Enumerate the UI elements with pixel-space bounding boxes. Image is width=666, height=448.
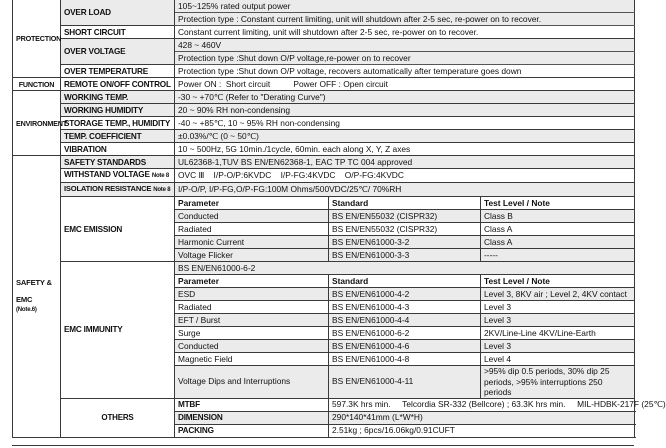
- label-safety-standards: SAFETY STANDARDS: [61, 156, 175, 169]
- immunity-level: Level 3: [481, 340, 635, 353]
- immunity-std: BS EN/EN61000-4-8: [329, 353, 481, 366]
- label-remote: REMOTE ON/OFF CONTROL: [61, 78, 175, 91]
- immunity-parameter: EFT / Burst: [175, 314, 329, 327]
- immunity-std: BS EN/EN61000-6-2: [329, 327, 481, 340]
- category-safety-line2: EMC: [16, 294, 33, 304]
- emission-header-level: Test Level / Note: [481, 197, 635, 210]
- label-dimension: DIMENSION: [175, 411, 329, 424]
- immunity-level: Level 3: [481, 314, 635, 327]
- immunity-level: >95% dip 0.5 periods, 30% dip 25 periods, >95% interruptions 250 periods: [481, 366, 635, 399]
- label-env: WORKING HUMIDITY: [61, 104, 175, 117]
- label-over-load: OVER LOAD: [61, 0, 175, 26]
- withstand-note: Note 8: [151, 173, 169, 179]
- emission-level: Class B: [481, 210, 635, 223]
- category-safety-note: (Note.6): [16, 306, 37, 313]
- value-env: ±0.03%/℃ (0 ~ 50℃): [175, 130, 635, 143]
- label-packing: PACKING: [175, 424, 329, 437]
- emission-level: Class A: [481, 223, 635, 236]
- emission-standard: BS EN/EN55032 (CISPR32): [329, 223, 481, 236]
- immunity-std: BS EN/EN61000-4-6: [329, 340, 481, 353]
- label-env: VIBRATION: [61, 143, 175, 156]
- emission-level: Class A: [481, 236, 635, 249]
- emission-parameter: Voltage Flicker: [175, 249, 329, 262]
- immunity-parameter: Surge: [175, 327, 329, 340]
- label-short-circuit: SHORT CIRCUIT: [61, 26, 175, 39]
- category-safety-emc: [13, 156, 61, 438]
- category-function: FUNCTION: [13, 78, 61, 91]
- emission-header-standard: Standard: [329, 197, 481, 210]
- value-over-load-type: Protection type : Constant current limiting, unit will shutdown after 2-5 sec, re-power on to recover.: [175, 13, 635, 26]
- value-mtbf: 597.3K hrs min. Telcordia SR-332 (Bellcore) ; 63.3K hrs min. MIL-HDBK-217F (25℃): [329, 398, 635, 411]
- value-isolation: I/P-O/P, I/P-FG,O/P-FG:100M Ohms/500VDC/25℃/ 70%RH: [175, 183, 635, 197]
- emission-header-parameter: Parameter: [175, 197, 329, 210]
- immunity-std: BS EN/EN61000-4-4: [329, 314, 481, 327]
- immunity-level: Level 3, 8KV air ; Level 2, 4KV contact: [481, 288, 635, 301]
- value-withstand: OVC Ⅲ I/P-O/P:6KVDC I/P-FG:4KVDC O/P-FG:4KVDC: [175, 169, 635, 183]
- emission-parameter: Radiated: [175, 223, 329, 236]
- category-safety-line1: SAFETY &: [16, 277, 52, 287]
- immunity-parameter: Conducted: [175, 340, 329, 353]
- value-short-circuit: Constant current limiting, unit will shutdown after 2-5 sec, re-power on to recover.: [175, 26, 635, 39]
- immunity-level: 2KV/Line-Line 4KV/Line-Earth: [481, 327, 635, 340]
- isolation-note: Note 8: [153, 187, 171, 193]
- emission-standard: BS EN/EN61000-3-2: [329, 236, 481, 249]
- table-bottom-divider: [12, 445, 634, 446]
- value-over-load-range: 105~125% rated output power: [175, 0, 635, 13]
- value-over-voltage-range: 428 ~ 460V: [175, 39, 635, 52]
- emission-standard: BS EN/EN61000-3-3: [329, 249, 481, 262]
- immunity-std: BS EN/EN61000-4-3: [329, 301, 481, 314]
- emission-parameter: Harmonic Current: [175, 236, 329, 249]
- isolation-text: ISOLATION RESISTANCE: [64, 184, 152, 193]
- category-protection: PROTECTION: [13, 0, 61, 78]
- label-env: WORKING TEMP.: [61, 91, 175, 104]
- immunity-standard: BS EN/EN61000-6-2: [175, 262, 635, 275]
- value-over-voltage-type: Protection type :Shut down O/P voltage,re-power on to recover: [175, 52, 635, 65]
- immunity-header-parameter: Parameter: [175, 275, 329, 288]
- immunity-parameter: Voltage Dips and Interruptions: [175, 366, 329, 399]
- category-environment: ENVIRONMENT: [13, 91, 61, 156]
- immunity-std: BS EN/EN61000-4-2: [329, 288, 481, 301]
- immunity-level: Level 3: [481, 301, 635, 314]
- immunity-level: Level 4: [481, 353, 635, 366]
- withstand-text: WITHSTAND VOLTAGE: [64, 170, 150, 179]
- value-env: -30 ~ +70℃ (Refer to "Derating Curve"): [175, 91, 635, 104]
- immunity-parameter: Magnetic Field: [175, 353, 329, 366]
- immunity-parameter: ESD: [175, 288, 329, 301]
- label-emc-emission: EMC EMISSION: [61, 197, 175, 262]
- label-over-voltage: OVER VOLTAGE: [61, 39, 175, 65]
- value-over-temperature: Protection type :Shut down O/P voltage, recovers automatically after temperature goes down: [175, 65, 635, 78]
- immunity-header-level: Test Level / Note: [481, 275, 635, 288]
- label-env: TEMP. COEFFICIENT: [61, 130, 175, 143]
- emission-parameter: Conducted: [175, 210, 329, 223]
- value-remote: Power ON : Short circuit Power OFF : Open circuit: [175, 78, 635, 91]
- value-env: -40 ~ +85℃, 10 ~ 95% RH non-condensing: [175, 117, 635, 130]
- value-env: 20 ~ 90% RH non-condensing: [175, 104, 635, 117]
- value-safety-standards: UL62368-1,TUV BS EN/EN62368-1, EAC TP TC 004 approved: [175, 156, 635, 169]
- emission-level: -----: [481, 249, 635, 262]
- emission-standard: BS EN/EN55032 (CISPR32): [329, 210, 481, 223]
- immunity-header-standard: Standard: [329, 275, 481, 288]
- spec-table: [12, 0, 666, 438]
- label-mtbf: MTBF: [175, 398, 329, 411]
- immunity-parameter: Radiated: [175, 301, 329, 314]
- immunity-std: BS EN/EN61000-4-11: [329, 366, 481, 399]
- value-dimension: 290*140*41mm (L*W*H): [329, 411, 635, 424]
- label-isolation: [61, 183, 175, 197]
- label-emc-immunity: EMC IMMUNITY: [61, 262, 175, 399]
- value-packing: 2.51kg ; 6pcs/16.06kg/0.91CUFT: [329, 424, 635, 437]
- label-withstand: [61, 169, 175, 183]
- category-others: OTHERS: [61, 398, 175, 437]
- label-over-temperature: OVER TEMPERATURE: [61, 65, 175, 78]
- value-env: 10 ~ 500Hz, 5G 10min./1cycle, 60min. each along X, Y, Z axes: [175, 143, 635, 156]
- label-env: STORAGE TEMP., HUMIDITY: [61, 117, 175, 130]
